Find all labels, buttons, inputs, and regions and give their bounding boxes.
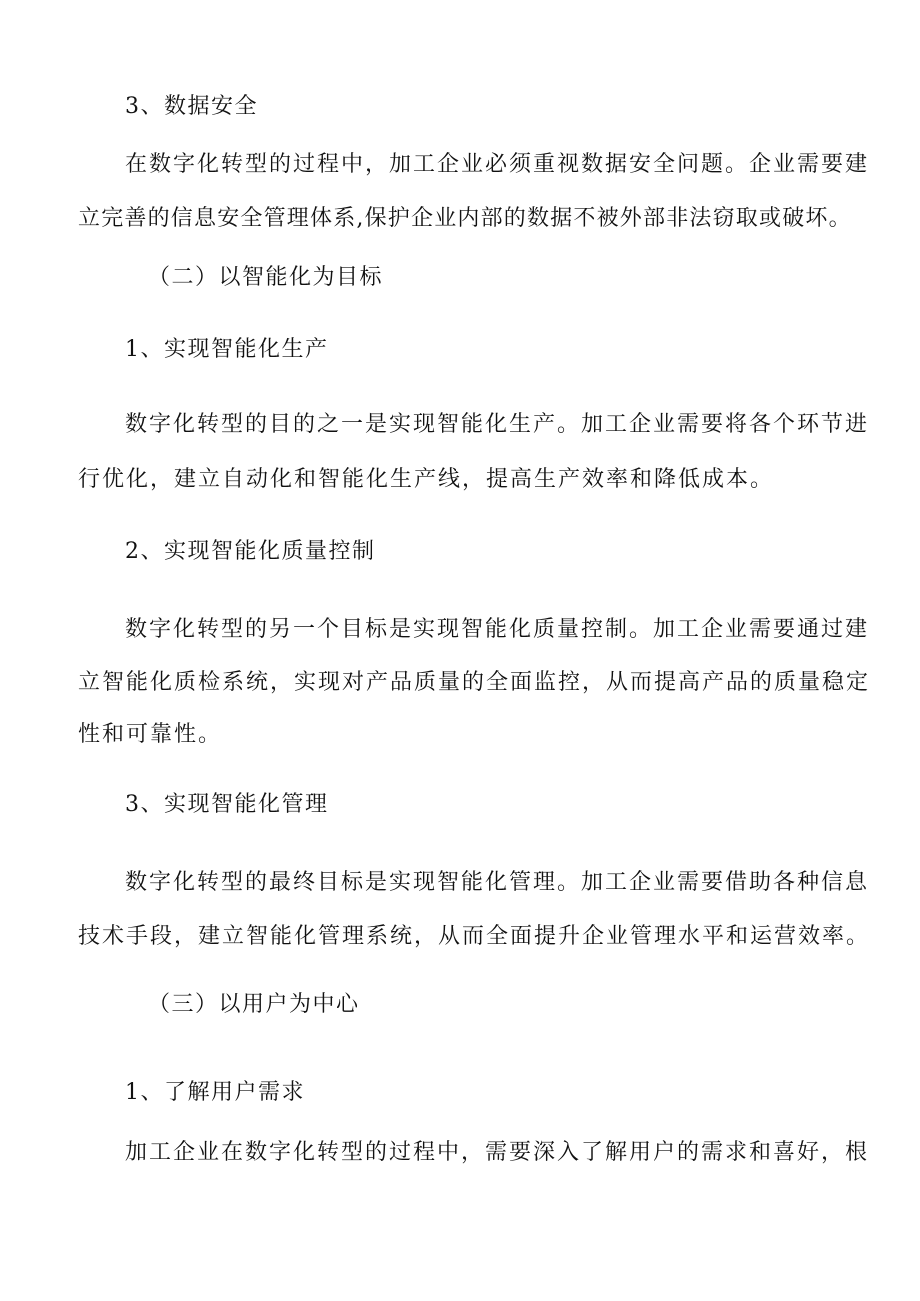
item2-paragraph-line-3: 性和可靠性。 (78, 722, 223, 747)
item1-heading: 1、实现智能化生产 (125, 337, 329, 362)
data-security-paragraph-line-2: 立完善的信息安全管理体系,保护企业内部的数据不被外部非法窃取或破坏。 (78, 206, 852, 231)
user-item1-paragraph-line-1: 加工企业在数字化转型的过程中，需要深入了解用户的需求和喜好，根 (125, 1140, 870, 1165)
section3-data-security-heading: 3、数据安全 (125, 94, 258, 119)
item3-heading: 3、实现智能化管理 (125, 792, 329, 817)
user-item1-heading: 1、了解用户需求 (125, 1080, 305, 1105)
item2-heading: 2、实现智能化质量控制 (125, 539, 376, 564)
item3-paragraph-line-2: 技术手段，建立智能化管理系统，从而全面提升企业管理水平和运营效率。 (78, 924, 871, 949)
part3-heading: （三）以用户为中心 (148, 992, 360, 1017)
item1-paragraph-line-2: 行优化，建立自动化和智能化生产线，提高生产效率和降低成本。 (78, 467, 775, 492)
data-security-paragraph-line-1: 在数字化转型的过程中，加工企业必须重视数据安全问题。企业需要建 (125, 152, 870, 177)
item1-paragraph-line-1: 数字化转型的目的之一是实现智能化生产。加工企业需要将各个环节进 (125, 412, 870, 437)
part2-heading: （二）以智能化为目标 (148, 265, 384, 290)
item2-paragraph-line-1: 数字化转型的另一个目标是实现智能化质量控制。加工企业需要通过建 (125, 617, 870, 642)
item2-paragraph-line-2: 立智能化质检系统，实现对产品质量的全面监控，从而提高产品的质量稳定 (78, 670, 871, 695)
item3-paragraph-line-1: 数字化转型的最终目标是实现智能化管理。加工企业需要借助各种信息 (125, 870, 870, 895)
